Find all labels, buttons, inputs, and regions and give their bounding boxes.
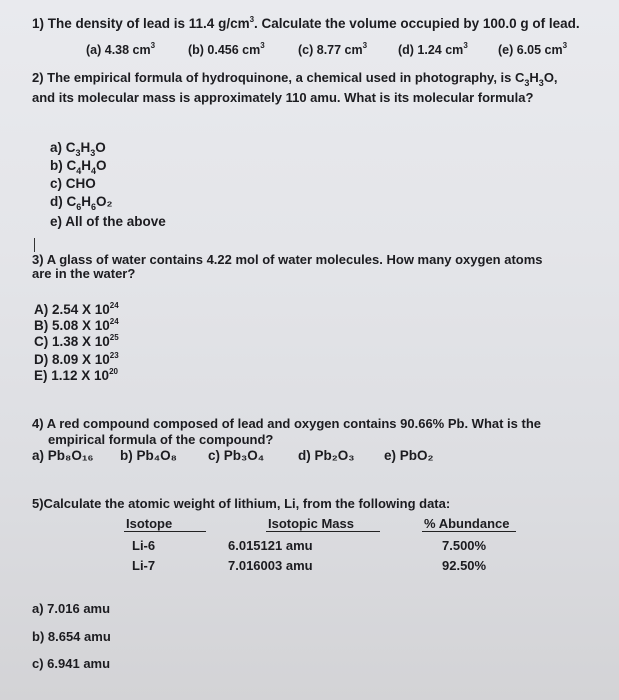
q5-option-a: a) 7.016 amu (32, 601, 111, 616)
q5-row1-abundance: 7.500% (442, 538, 487, 553)
q3-option-c: C) 1.38 X $10^{25}$ (34, 333, 119, 349)
q1-choice-d: (d) 1.24 $cm^3$ (398, 41, 468, 57)
q5-row2-abundance: 92.50% (442, 558, 487, 573)
q3-option-d: D) 8.09 X $10^{23}$ (34, 351, 119, 367)
q2-option-a: a) $C_3H_3O$ (50, 140, 106, 158)
q2-option-e: e) All of the above (50, 214, 166, 229)
q4-stem-line2: empirical formula of the compound? (48, 432, 274, 447)
q5-header-mass: Isotopic Mass (268, 516, 354, 531)
q1-choice-b: (b) 0.456 $cm^3$ (188, 41, 265, 57)
q2-option-d: d) $C_6H_6O_2$ (50, 194, 113, 212)
q2-stem-line1: 2) The empirical formula of hydroquinone, a chemical used in photography, is $C_3H_3O$, (32, 70, 558, 88)
q3-option-a: A) 2.54 X $10^{24}$ (34, 301, 119, 317)
q5-header-underline-mass (266, 531, 380, 532)
q5-header-underline-abundance (422, 531, 516, 532)
q2-option-b: b) $C_4H_4O$ (50, 158, 107, 176)
q3-stem-line2: are in the water? (32, 266, 136, 281)
q1-stem: 1) The density of lead is 11.4 $g/cm^3$. Calculate the volume occupied by 100.0 g of lead. (32, 15, 580, 31)
q5-row1-isotope: Li-6 (132, 538, 156, 553)
q5-option-b: b) 8.654 amu (32, 629, 111, 644)
q1-choice-c: (c) 8.77 $cm^3$ (298, 41, 368, 57)
q4-option-b: b) Pb₄O₈ (120, 448, 177, 463)
q5-row2-isotope: Li-7 (132, 558, 156, 573)
q1-choice-a: (a) 4.38 $cm^3$ (86, 41, 156, 57)
q5-header-underline-isotope (124, 531, 206, 532)
q1-choice-e: (e) 6.05 $cm^3$ (498, 41, 568, 57)
q4-stem-line1: 4) A red compound composed of lead and oxygen contains 90.66% Pb. What is the (32, 416, 542, 431)
q2-stem-line2: and its molecular mass is approximately 110 amu. What is its molecular formula? (32, 90, 534, 105)
q4-option-d: d) Pb₂O₃ (298, 448, 355, 463)
q5-row2-mass: 7.016003 amu (228, 558, 313, 573)
q5-option-c: c) 6.941 amu (32, 656, 111, 671)
q3-option-b: B) 5.08 X $10^{24}$ (34, 317, 119, 333)
q4-option-c: c) Pb₃O₄ (208, 448, 265, 463)
q5-header-isotope: Isotope (126, 516, 173, 531)
q2-option-c: c) CHO (50, 176, 96, 191)
text-cursor (34, 238, 35, 252)
q5-row1-mass: 6.015121 amu (228, 538, 313, 553)
q3-stem-line1: 3) A glass of water contains 4.22 mol of water molecules. How many oxygen atoms (32, 252, 543, 267)
q4-option-e: e) PbO₂ (384, 448, 434, 463)
q5-stem: 5)Calculate the atomic weight of lithium, Li, from the following data: (32, 496, 451, 511)
q4-option-a: a) Pb₈O₁₆ (32, 448, 94, 463)
q5-header-abundance: % Abundance (424, 516, 510, 531)
q3-option-e: E) 1.12 X $10^{20}$ (34, 367, 118, 383)
